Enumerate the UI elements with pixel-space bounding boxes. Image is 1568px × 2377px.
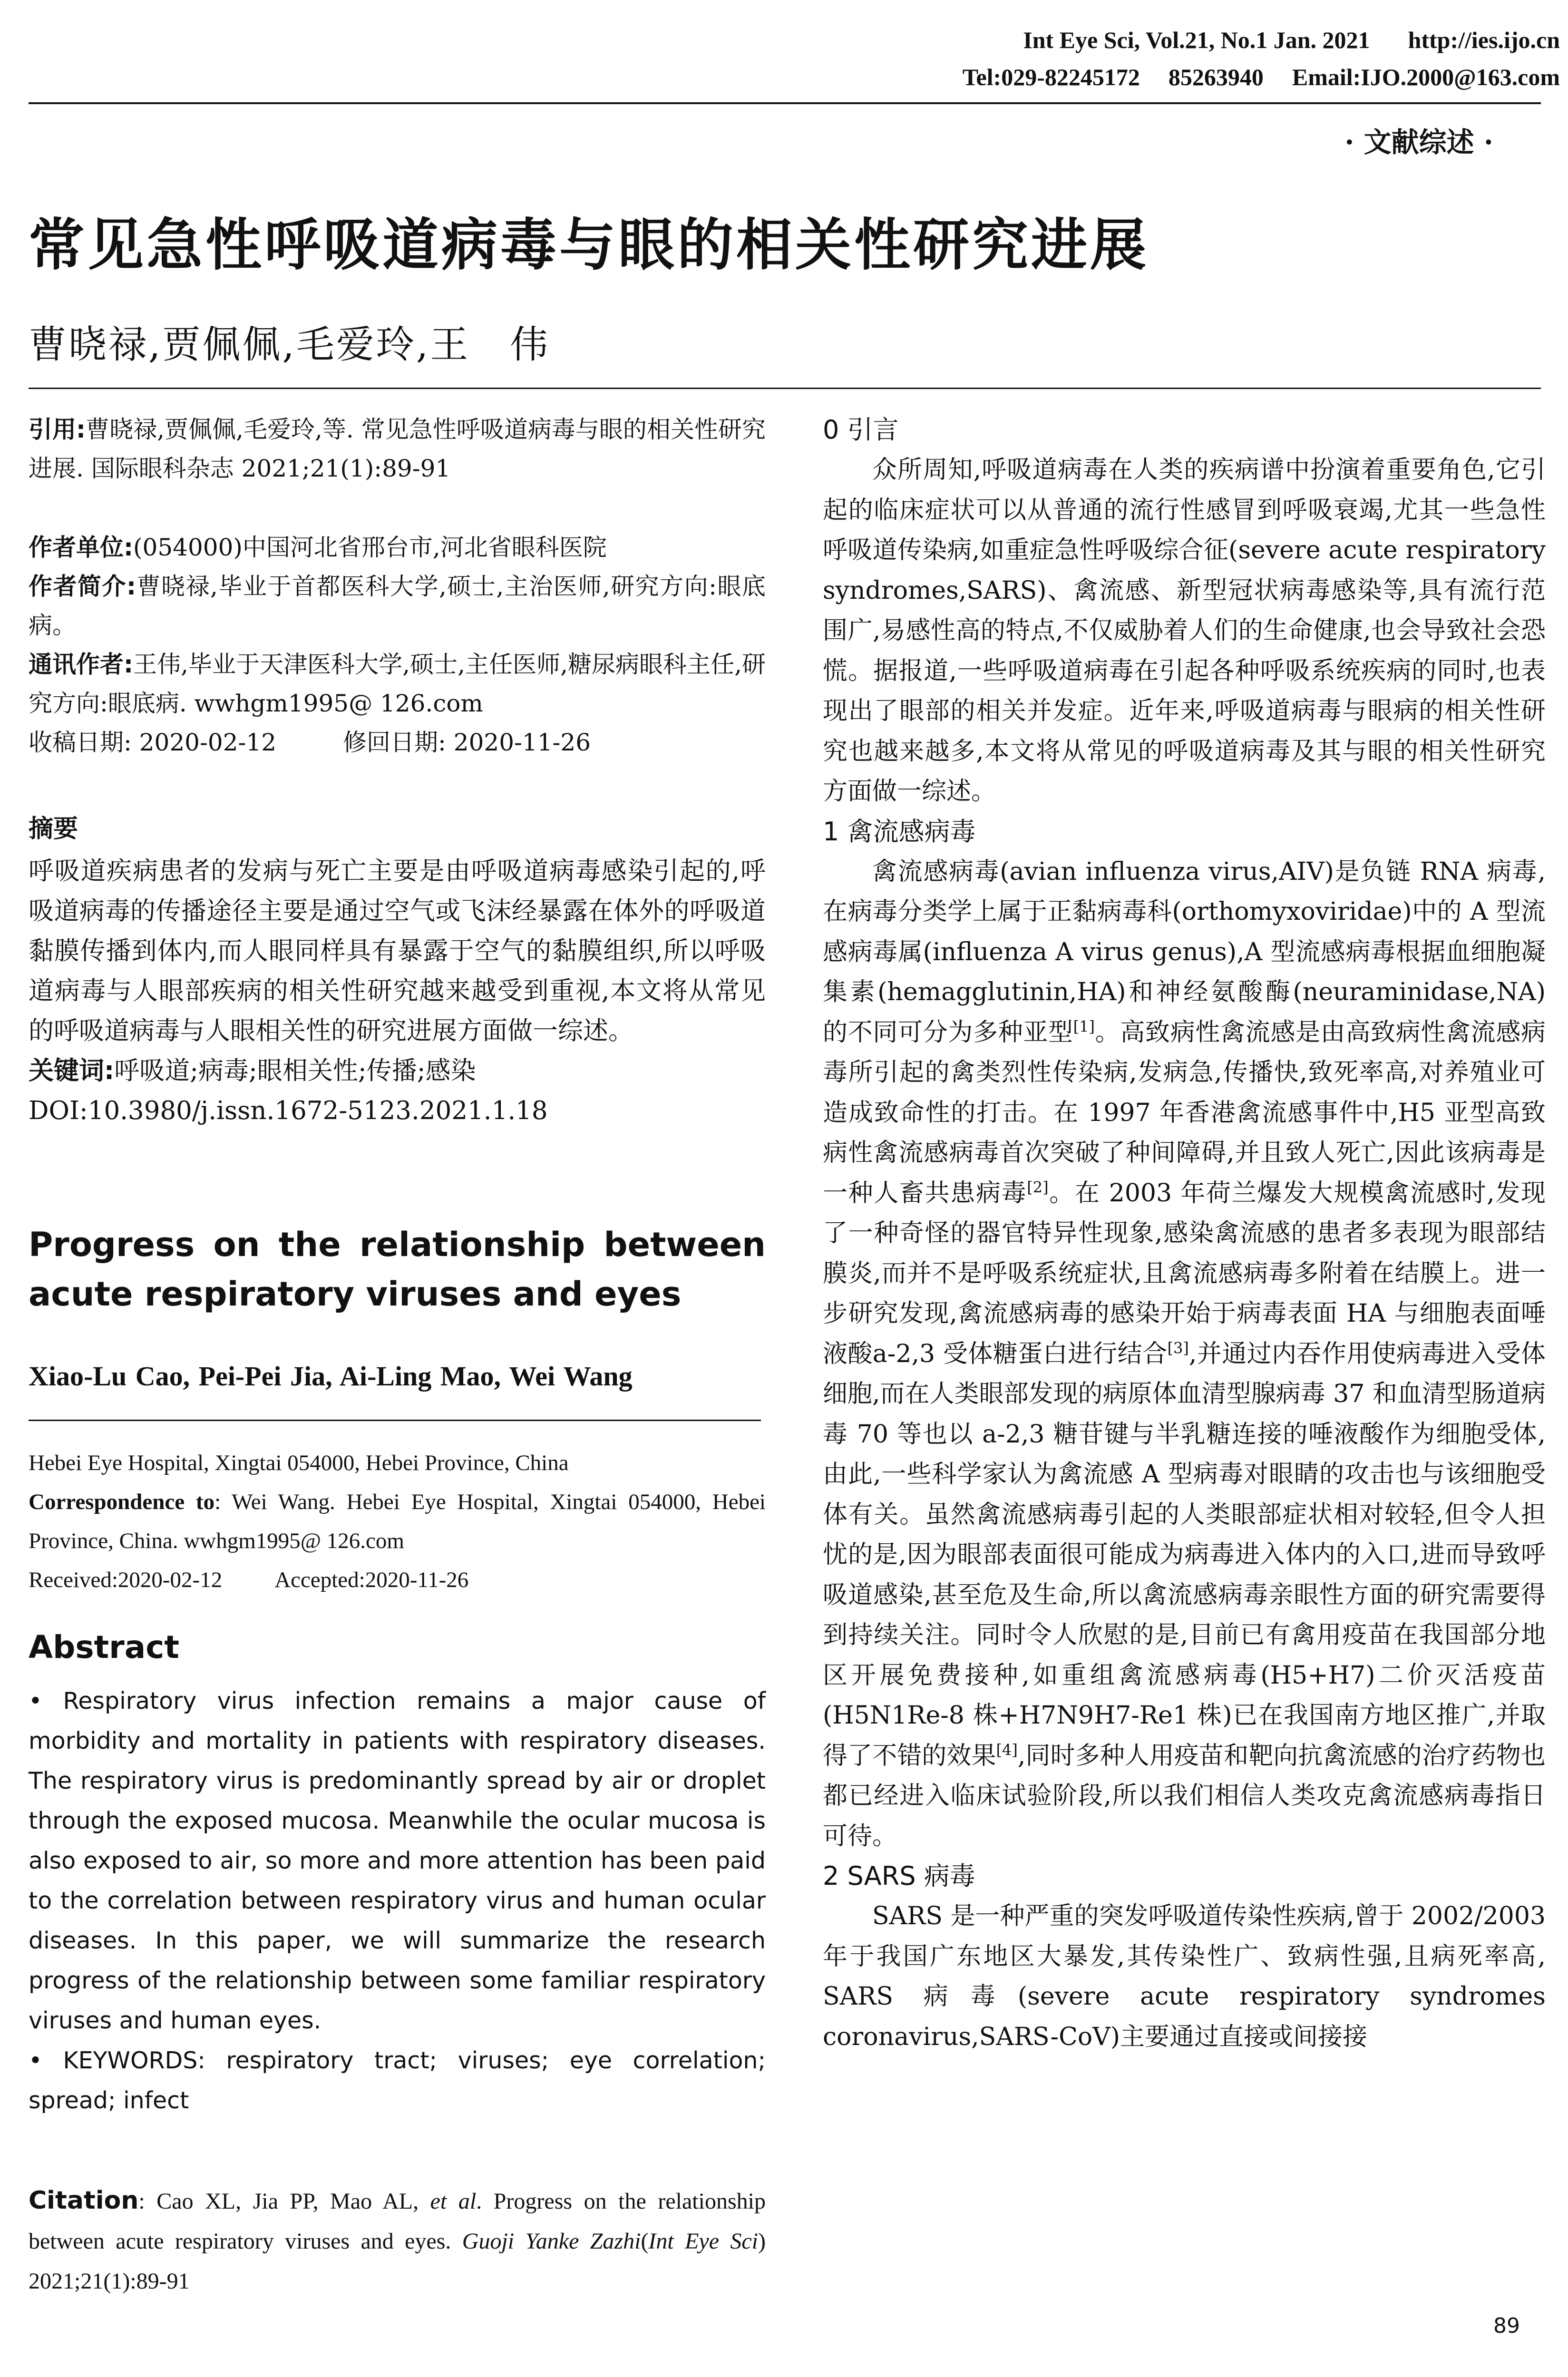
s1-text-b: 。高致病性禽流感是由高致病性禽流感病毒所引起的禽类烈性传染病,发病急,传播快,致死率高,对养殖业可造成致命性的打击。在 1997 年香港禽流感事件中,H5 亚型高致病性禽流感病毒首次突破了种间障碍,并且致人死亡,因此该病毒是一种人畜共患病毒 <box>823 1018 1546 1208</box>
s1-text-e: ,同时多种人用疫苗和靶向抗禽流感的治疗药物也都已经进入临床试验阶段,所以我们相信人类攻克禽流感病毒指日可待。 <box>823 1741 1546 1851</box>
reference-3[interactable]: [3] <box>1167 1339 1189 1357</box>
received-date-cn: 收稿日期: 2020-02-12 <box>29 729 277 756</box>
abstract-cn-heading: 摘要 <box>29 815 78 843</box>
journal-url[interactable]: http://ies.ijo.cn <box>1408 27 1560 53</box>
s1-text-a: 禽流感病毒(avian influenza virus,AIV)是负链 RNA 病毒,在病毒分类学上属于正黏病毒科(orthomyxoviridae)中的 A 型流感病毒属(influenza A virus genus),A 型流感病毒根据血细胞凝集素(hemagglutinin,HA)和神经氨酸酶(neuraminidase,NA)的不同可分为多种亚型 <box>823 857 1546 1047</box>
english-citation-journal: Guoji Yanke Zazhi <box>462 2229 641 2254</box>
journal-tel: Tel:029-82245172 <box>962 64 1140 90</box>
abstract-en <box>29 1681 766 2121</box>
unit-text: (054000)中国河北省邢台市,河北省眼科医院 <box>133 534 607 561</box>
abstract-cn-text: 呼吸道疾病患者的发病与死亡主要是由呼吸道病毒感染引起的,呼吸道病毒的传播途径主要是通过空气或飞沫经暴露在体外的呼吸道黏膜传播到体内,而人眼同样具有暴露于空气的黏膜组织,所以呼吸道病毒与人眼部疾病的相关性研究越来越受到重视,本文将从常见的呼吸道病毒与人眼相关性的研究进展方面做一综述。 <box>29 857 766 1045</box>
page-number: 89 <box>1493 2314 1520 2338</box>
section-0-paragraph: 众所周知,呼吸道病毒在人类的疾病谱中扮演着重要角色,它引起的临床症状可以从普通的流行性感冒到呼吸衰竭,尤其一些急性呼吸道传染病,如重症急性呼吸综合征(severe acute respiratory syndromes,SARS)、禽流感、新型冠状病毒感染等,具有流行范围广,易感性高的特点,不仅威胁着人们的生命健康,也会导致社会恐慌。据报道,一些呼吸道病毒在引起各种呼吸系统疾病的同时,也表现出了眼部的相关并发症。近年来,呼吸道病毒与眼病的相关性研究也越来越多,本文将从常见的呼吸道病毒及其与眼的相关性研究方面做一综述。 <box>823 456 1546 806</box>
journal-date: Jan. 2021 <box>1273 27 1370 53</box>
section-1-heading: 1 禽流感病毒 <box>823 816 976 847</box>
corr-text: 王伟,毕业于天津医科大学,硕士,主任医师,糖尿病眼科主任,研究方向:眼底病. wwhgm1995@ 126.com <box>29 651 766 717</box>
article-title: 常见急性呼吸道病毒与眼的相关性研究进展 <box>29 212 1149 278</box>
header-divider <box>29 102 1541 104</box>
keywords-cn-label: 关键词: <box>29 1056 115 1085</box>
journal-email[interactable]: Email:IJO.2000@163.com <box>1292 64 1560 90</box>
section-2-heading: 2 SARS 病毒 <box>823 1861 975 1891</box>
english-authors: Xiao-Lu Cao, Pei-Pei Jia, Ai-Ling Mao, Wei Wang <box>29 1361 633 1392</box>
reference-4[interactable]: [4] <box>996 1741 1018 1759</box>
reference-1[interactable]: [1] <box>1073 1017 1095 1036</box>
unit-label: 作者单位: <box>29 534 133 561</box>
english-affiliation-text: Hebei Eye Hospital, Xingtai 054000, Hebei Province, China <box>29 1451 569 1475</box>
section-1-paragraph <box>823 852 1546 1857</box>
english-corr-text: : Wei Wang. Hebei Eye Hospital, Xingtai 054000, Hebei Province, China. wwhgm1995@ 126.com <box>29 1490 766 1553</box>
english-citation-authors: : Cao XL, Jia PP, Mao AL, <box>138 2189 430 2214</box>
bio-label: 作者简介: <box>29 573 136 600</box>
journal-volume: Vol.21 <box>1145 27 1209 53</box>
section-0-heading: 0 引言 <box>823 415 899 445</box>
journal-issue: No.1 <box>1220 27 1268 53</box>
journal-tel2: 85263940 <box>1168 64 1264 90</box>
section-label: · 文献综述 · <box>1344 126 1493 158</box>
bio-text: 曹晓禄,毕业于首都医科大学,硕士,主治医师,研究方向:眼底病。 <box>29 573 766 639</box>
abstract-cn <box>29 851 766 1131</box>
english-affiliation <box>29 1443 766 1599</box>
keywords-cn: 呼吸道;病毒;眼相关性;传播;感染 <box>114 1056 476 1085</box>
journal-name: Int Eye Sci <box>1023 27 1134 53</box>
english-citation-paren: ( <box>641 2229 649 2254</box>
english-citation-label: Citation <box>29 2186 139 2215</box>
english-corr-label: Correspondence to <box>29 1490 215 1514</box>
journal-header: Int Eye Sci, Vol.21, No.1 Jan. 2021 http://ies.ijo.cn Tel:029-82245172 85263940 Email:IJO.2000@163.com <box>962 27 1560 90</box>
abstract-en-heading: Abstract <box>29 1629 179 1666</box>
citation-cn-text: 曹晓禄,贾佩佩,毛爱玲,等. 常见急性呼吸道病毒与眼的相关性研究进展. 国际眼科杂志 2021;21(1):89-91 <box>29 416 766 482</box>
author-info-cn <box>29 528 766 762</box>
english-title: Progress on the relationship between acute respiratory viruses and eyes <box>29 1225 766 1314</box>
english-received: Received:2020-02-12 <box>29 1568 223 1592</box>
authors-cn: 曹晓禄,贾佩佩,毛爱玲,王 伟 <box>29 322 550 367</box>
corr-label: 通讯作者: <box>29 651 134 678</box>
body-column <box>823 410 1546 2057</box>
english-divider <box>29 1420 761 1421</box>
authors-divider <box>29 388 1541 389</box>
section-2-paragraph: SARS 是一种严重的突发呼吸道传染性疾病,曾于 2002/2003 年于我国广东地区大暴发,其传染性广、致病性强,且病死率高, SARS 病毒(severe acute respiratory syndromes coronavirus,SARS-CoV)主要通过直接或间接接 <box>823 1902 1546 2051</box>
citation-cn-label: 引用: <box>29 416 86 443</box>
english-accepted: Accepted:2020-11-26 <box>274 1568 469 1592</box>
citation-cn <box>29 410 766 488</box>
s1-text-d: ,并通过内吞作用使病毒进入受体细胞,而在人类眼部发现的病原体血清型腺病毒 37 和血清型肠道病毒 70 等也以 a-2,3 糖苷键与半乳糖连接的唾液酸作为细胞受体,由此,一些科学家认为禽流感 A 型病毒对眼睛的攻击也与该细胞受体有关。虽然禽流感病毒引起的人类眼部症状相对较轻,但令人担忧的是,因为眼部表面很可能成为病毒进入体内的入口,进而导致呼吸道感染,甚至危及生命,所以禽流感病毒亲眼性方面的研究需要得到持续关注。同时令人欣慰的是,目前已有禽用疫苗在我国部分地区开展免费接种,如重组禽流感病毒(H5+H7)二价灭活疫苗(H5N1Re-8 株+H7N9H7-Re1 株)已在我国南方地区推广,并取得了不错的效果 <box>823 1339 1546 1770</box>
abstract-en-text: • Respiratory virus infection remains a major cause of morbidity and mortality in patients with respiratory diseases. The respiratory virus is predominantly spread by air or droplet through the exposed mucosa. Meanwhile the ocular mucosa is also exposed to air, so more and more attention has been paid to the correlation between respiratory virus and human ocular diseases. In this paper, we will summarize the research progress of the relationship between some familiar respiratory viruses and human eyes. <box>29 1687 766 2034</box>
revised-date-cn: 修回日期: 2020-11-26 <box>343 729 591 756</box>
english-citation-issue: ) 2021;21(1):89-91 <box>29 2229 766 2294</box>
english-citation-etal: et al <box>430 2189 477 2214</box>
doi[interactable]: DOI:10.3980/j.issn.1672-5123.2021.1.18 <box>29 1096 548 1125</box>
english-citation-title: . Progress on the relationship between acute respiratory viruses and eyes. <box>29 2189 766 2254</box>
keywords-en: • KEYWORDS: respiratory tract; viruses; eye correlation; spread; infect <box>29 2047 766 2114</box>
reference-2[interactable]: [2] <box>1027 1178 1049 1197</box>
english-citation <box>29 2181 766 2301</box>
s1-text-c: 。在 2003 年荷兰爆发大规模禽流感时,发现了一种奇怪的器官特异性现象,感染禽流感的患者多表现为眼部结膜炎,而并不是呼吸系统症状,且禽流感病毒多附着在结膜上。进一步研究发现,禽流感病毒的感染开始于病毒表面 HA 与细胞表面唾液酸a-2,3 受体糖蛋白进行结合 <box>823 1179 1546 1368</box>
english-citation-journal2: Int Eye Sci <box>648 2229 759 2254</box>
